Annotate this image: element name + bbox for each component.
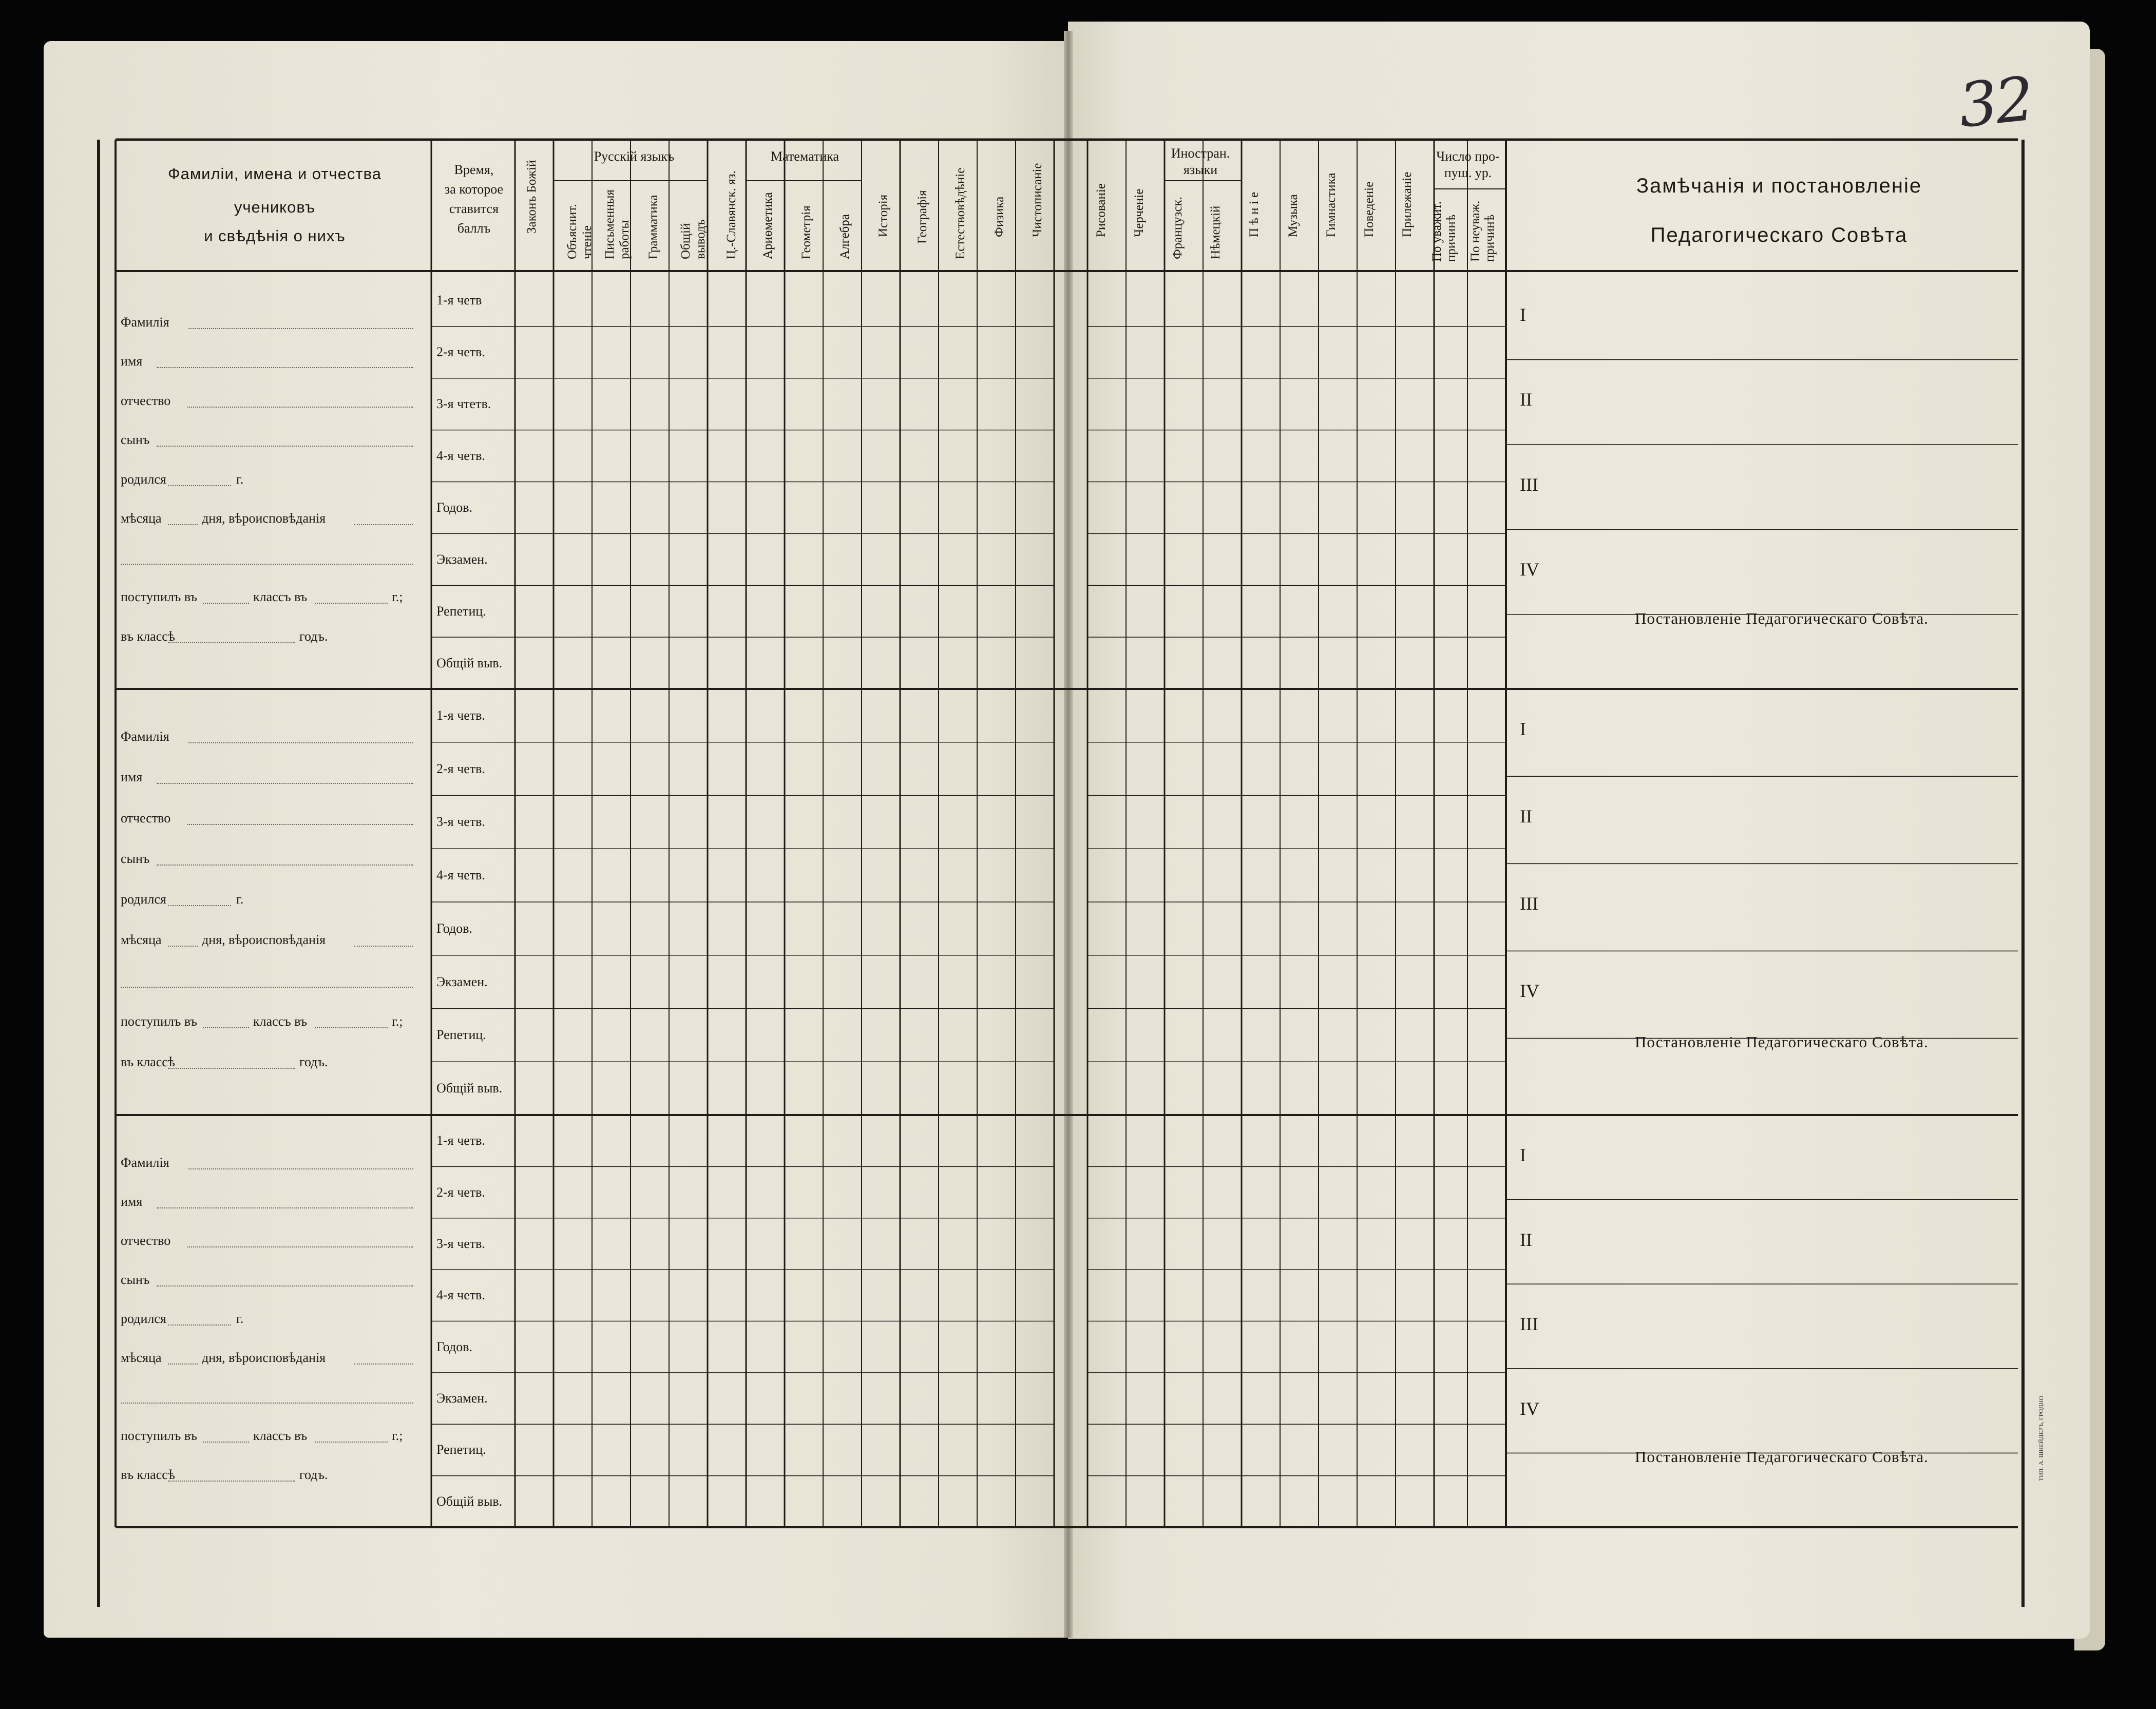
period-label: Годов.	[436, 920, 473, 936]
subject-slavonic: Ц.-Славянск. яз.	[724, 170, 738, 259]
form-label-surname: Фамилія	[121, 729, 169, 744]
period-label: Репетиц.	[436, 1442, 486, 1457]
subject-calligraphy: Чистописаніе	[1031, 163, 1044, 237]
quarter-roman: I	[1520, 1145, 1526, 1165]
form-label-born: родился	[121, 471, 166, 487]
subject-physics: Физика	[993, 196, 1006, 237]
form-label-born: родился	[121, 892, 166, 907]
absence-group-header-2: пущ. ур.	[1444, 165, 1492, 180]
quarter-roman: IV	[1520, 559, 1539, 580]
subject-zakon: Законъ Божій	[525, 160, 539, 234]
period-label: 1-я четв.	[436, 1133, 485, 1148]
form-label-class-in: классъ въ	[253, 1428, 308, 1443]
period-label: 2-я четв.	[436, 1184, 485, 1200]
quarter-roman: IV	[1520, 981, 1539, 1002]
quarter-roman: II	[1520, 389, 1532, 410]
subject-geography: Географія	[915, 190, 929, 244]
fill-in-line	[168, 905, 231, 906]
period-label: 3-я четв.	[436, 1236, 485, 1251]
form-label-son: сынъ	[121, 1272, 150, 1287]
fill-in-line	[188, 742, 413, 743]
form-label-year-abbr: г.	[236, 892, 244, 907]
subject-pism-raboty-1: Письменныя	[603, 189, 617, 259]
fill-in-line	[315, 1027, 388, 1028]
subject-history: Исторія	[876, 194, 890, 237]
period-label: 4-я четв.	[436, 448, 485, 464]
period-label: 2-я четв.	[436, 344, 485, 360]
form-label-month: мѣсяца	[121, 932, 162, 948]
quarter-roman: III	[1520, 474, 1538, 495]
subject-natural-science: Естествовѣдѣніе	[953, 167, 967, 259]
period-label: Экзамен.	[436, 974, 488, 989]
council-decision: Постановленіе Педагогическаго Совѣта.	[1635, 1033, 1929, 1051]
subject-ob-chtenie-2: чтеніе	[580, 225, 594, 259]
form-label-year-end: г.;	[392, 1428, 403, 1443]
fill-in-line	[187, 824, 413, 825]
fill-in-line	[121, 987, 413, 988]
names-header-line2: учениковъ	[234, 198, 316, 216]
form-label-year-end: г.;	[392, 589, 403, 605]
quarter-roman: II	[1520, 806, 1532, 827]
fill-in-line	[188, 328, 413, 329]
period-label: 3-я четв.	[436, 814, 485, 830]
form-label-year-abbr: г.	[236, 471, 244, 487]
printer-mark: ТИП. А. ШНЕЙДЕРЪ, ГРОДНО.	[2037, 1394, 2045, 1481]
subject-algebra: Алгебра	[838, 214, 852, 259]
fill-in-line	[168, 524, 198, 525]
subject-ob-chtenie-1: Объяснит.	[565, 204, 579, 259]
names-header-line3: и свѣдѣнія о нихъ	[204, 227, 346, 245]
form-label-day-faith: дня, вѣроисповѣданія	[202, 511, 326, 526]
subject-german: Нѣмецкій	[1209, 205, 1223, 259]
form-label-day-faith: дня, вѣроисповѣданія	[202, 1350, 326, 1365]
subject-diligence: Прилежаніе	[1400, 171, 1414, 237]
fill-in-line	[203, 1442, 249, 1443]
fill-in-line	[354, 946, 413, 947]
foreign-group-header-2: языки	[1183, 162, 1218, 177]
subject-obshiy-vyvod-2: выводъ	[694, 219, 708, 259]
form-label-in-class: въ классѣ	[121, 628, 175, 644]
absence-unexcused-2: причинѣ	[1483, 214, 1497, 262]
council-decision: Постановленіе Педагогическаго Совѣта.	[1635, 1448, 1929, 1466]
subject-gymnastics: Гимнастика	[1324, 172, 1338, 237]
period-label: Экзамен.	[436, 1391, 488, 1406]
absence-excused-1: По уважит.	[1430, 201, 1444, 262]
form-label-patronymic: отчество	[121, 810, 171, 825]
form-label-entered: поступилъ въ	[121, 589, 197, 605]
quarter-roman: I	[1520, 719, 1526, 739]
form-label-class-in: классъ въ	[253, 1013, 308, 1029]
fill-in-line	[157, 446, 413, 447]
fill-in-line	[157, 1285, 413, 1286]
subject-drawing: Рисованіе	[1094, 183, 1108, 237]
subject-pism-raboty-2: работы	[618, 220, 632, 259]
fill-in-line	[203, 1027, 249, 1028]
quarter-roman: IV	[1520, 1398, 1539, 1419]
subject-conduct: Поведеніе	[1362, 181, 1376, 237]
subject-arithmetic: Ариѳметика	[761, 192, 775, 259]
form-label-entered: поступилъ въ	[121, 1013, 197, 1029]
fill-in-line	[187, 1246, 413, 1247]
absence-group-header-1: Число про-	[1436, 149, 1500, 164]
form-label-month: мѣсяца	[121, 1350, 162, 1365]
council-decision: Постановленіе Педагогическаго Совѣта.	[1635, 609, 1929, 627]
fill-in-line	[157, 367, 413, 368]
fill-in-line	[168, 946, 198, 947]
period-label: Общій выв.	[436, 1493, 503, 1509]
form-label-surname: Фамилія	[121, 1155, 169, 1170]
form-label-year-abbr: г.	[236, 1311, 244, 1326]
fill-in-line	[121, 1403, 413, 1404]
fill-in-line	[157, 783, 413, 784]
period-label: Репетиц.	[436, 1027, 486, 1043]
time-header-4: баллъ	[457, 221, 491, 236]
time-header-3: ставится	[449, 201, 499, 216]
fill-in-line	[168, 1324, 231, 1326]
form-label-in-class: въ классѣ	[121, 1467, 175, 1482]
form-label-son: сынъ	[121, 432, 150, 448]
fill-in-line	[168, 1364, 198, 1365]
page-number: 32	[1955, 63, 2035, 142]
form-label-year-end: г.;	[392, 1013, 403, 1029]
math-group-header: Математика	[770, 149, 839, 164]
fill-in-line	[168, 1068, 295, 1069]
subject-obshiy-vyvod-1: Общій	[679, 223, 693, 259]
form-label-surname: Фамилія	[121, 315, 169, 330]
form-label-in-class: въ классѣ	[121, 1054, 175, 1070]
absence-excused-2: причинѣ	[1444, 214, 1458, 262]
form-label-son: сынъ	[121, 851, 150, 866]
form-label-name: имя	[121, 354, 143, 369]
quarter-roman: I	[1520, 304, 1526, 325]
fill-in-line	[203, 603, 249, 604]
form-label-class-in: классъ въ	[253, 589, 308, 605]
period-label: Репетиц.	[436, 603, 486, 619]
foreign-group-header-1: Иностран.	[1171, 146, 1230, 161]
subject-french: Французск.	[1171, 197, 1185, 259]
form-label-patronymic: отчество	[121, 1233, 171, 1248]
form-label-years: годъ.	[299, 628, 328, 644]
subject-geometry: Геометрія	[799, 205, 813, 259]
remarks-header-line1: Замѣчанія и постановленіе	[1636, 175, 1922, 197]
subject-music: Музыка	[1286, 194, 1300, 237]
form-label-name: имя	[121, 770, 143, 785]
form-label-name: имя	[121, 1194, 143, 1209]
fill-in-line	[354, 524, 413, 525]
subject-singing: П ѣ н і е	[1247, 191, 1261, 237]
names-header-line1: Фамиліи, имена и отчества	[168, 165, 381, 183]
form-label-entered: поступилъ въ	[121, 1428, 197, 1443]
period-label: Годов.	[436, 1339, 473, 1354]
form-label-day-faith: дня, вѣроисповѣданія	[202, 932, 326, 948]
form-label-patronymic: отчество	[121, 393, 171, 408]
absence-unexcused-1: По неуваж.	[1468, 200, 1482, 262]
remarks-header-line2: Педагогическаго Совѣта	[1650, 224, 1908, 246]
fill-in-line	[168, 1481, 295, 1482]
form-label-years: годъ.	[299, 1054, 328, 1070]
fill-in-line	[168, 642, 295, 643]
quarter-roman: II	[1520, 1229, 1532, 1250]
period-label: 1-я четв.	[436, 707, 485, 723]
period-label: 1-я четв	[436, 293, 482, 308]
russian-group-header: Русскій языкъ	[594, 149, 675, 164]
quarter-roman: III	[1520, 893, 1538, 914]
fill-in-line	[187, 407, 413, 408]
fill-in-line	[157, 865, 413, 866]
period-label: Годов.	[436, 500, 473, 515]
form-label-born: родился	[121, 1311, 166, 1326]
subject-grammatika: Грамматика	[646, 195, 660, 259]
fill-in-line	[315, 603, 388, 604]
fill-in-line	[188, 1168, 413, 1169]
time-header-1: Время,	[454, 162, 494, 177]
form-label-years: годъ.	[299, 1467, 328, 1482]
period-label: 4-я четв.	[436, 868, 485, 883]
period-label: Общій выв.	[436, 1081, 503, 1096]
form-label-month: мѣсяца	[121, 511, 162, 526]
period-label: Общій выв.	[436, 655, 503, 670]
period-label: 4-я четв.	[436, 1288, 485, 1303]
fill-in-line	[354, 1364, 413, 1365]
period-label: 2-я четв.	[436, 761, 485, 776]
fill-in-line	[315, 1442, 388, 1443]
quarter-roman: III	[1520, 1314, 1538, 1335]
period-label: Экзамен.	[436, 551, 488, 567]
fill-in-line	[121, 564, 413, 565]
subject-draughting: Черченіе	[1132, 188, 1146, 237]
time-header-2: за которое	[444, 182, 504, 197]
fill-in-line	[168, 485, 231, 486]
fill-in-line	[157, 1207, 413, 1208]
period-label: 3-я чтетв.	[436, 396, 491, 412]
